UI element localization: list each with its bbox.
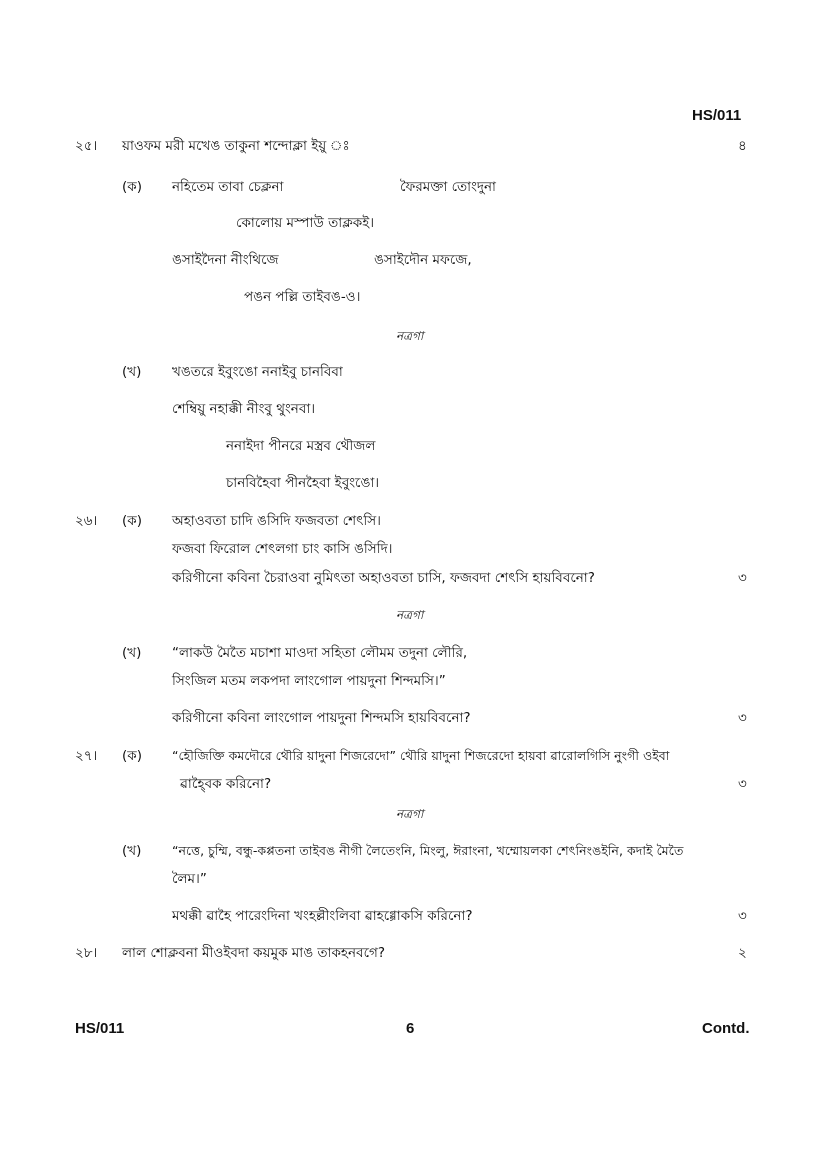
q25-a-line3-left: ঙসাইদৈনা নীংথিজে xyxy=(172,252,279,268)
q26-number: ২৬। xyxy=(75,513,98,529)
q25-a-line2: কোলোয় মস্পাউ তাক্লকই। xyxy=(236,215,375,231)
q25-marks: ৪ xyxy=(738,138,747,154)
q25-b-line4: চানবিহৈবা পীনহৈবা ইবুংঙো। xyxy=(226,475,380,491)
footer-paper-code: HS/011 xyxy=(75,1020,125,1037)
q27-a-line1: “হৌজিক্তি কমদৌরে থৌরি য়াদুনা শিজরেদো” থৌরি য়াদুনা শিজরেদো হায়বা ৱারোলগিসি নুংগী ওইবা xyxy=(172,748,670,763)
q26-a-line2: ফজবা ফিরোল শেৎলগা চাং কাসি ঙসিদি। xyxy=(172,541,393,557)
q27-a-label: (ক) xyxy=(122,748,142,764)
q26-b-line2: সিংজিল মতম লকপদা লাংগোল পায়দুনা শিন্দমসি।” xyxy=(172,673,446,689)
q26-a-line1: অহাওবতা চাদি ঙসিদি ফজবতা শেৎসি। xyxy=(172,513,381,529)
q25-a-line1-left: নহিতেম তাবা চেক্লনা xyxy=(172,179,284,195)
q25-a-line1-right: ফৈরমক্তা তোংদুনা xyxy=(400,179,496,195)
q25-text: য়াওফম মরী মখেঙ তাকুনা শন্দোক্লা ইয়ু ঃ xyxy=(122,138,350,154)
q26-a-label: (ক) xyxy=(122,513,142,529)
q25-b-line1: খঙতরে ইবুংঙো ননাইবু চানবিবা xyxy=(172,364,343,380)
q25-a-label: (ক) xyxy=(122,179,142,195)
q25-b-line3: ননাইদা পীনরে মস্ত্রব থৌজল xyxy=(226,438,376,454)
q26-or-label: নত্রগা xyxy=(396,608,424,622)
q26-b-marks: ৩ xyxy=(738,710,747,726)
q28-text: লাল শোক্লবনা মীওইবদা কয়মুক মাঙ তাকহনবগে? xyxy=(122,945,386,961)
q27-b-marks: ৩ xyxy=(738,908,747,924)
header-paper-code: HS/011 xyxy=(692,107,742,124)
q27-b-question: মথক্কী ৱাহৈ পারেংদিনা খংহল্লীংলিবা ৱাহগ্গোকসি করিনো? xyxy=(172,908,473,924)
q25-or-label: নত্রগা xyxy=(396,329,424,343)
q25-b-line2: শেম্বিয়ু নহাক্কী নীংবু থুংনবা। xyxy=(172,401,316,417)
q25-a-line3-right: ঙসাইদৌন মফজে, xyxy=(374,252,472,268)
q25-number: ২৫। xyxy=(75,138,98,154)
q26-a-question: করিগীনো কবিনা চৈরাওবা নুমিৎতা অহাওবতা চাসি, ফজবদা শেৎসি হায়বিবনো? xyxy=(172,570,595,586)
footer-page-number: 6 xyxy=(406,1020,415,1037)
q26-b-line1: “লাকউ মৈতৈ মচাশা মাওদা সহিতা লৌমম তদুনা লৌরি, xyxy=(172,645,468,661)
footer-contd: Contd. xyxy=(702,1020,750,1037)
q28-number: ২৮। xyxy=(75,945,98,961)
q25-a-line4: পঙন পল্লি তাইবঙ-ও। xyxy=(244,289,361,305)
q28-marks: ২ xyxy=(738,945,747,961)
q27-number: ২৭। xyxy=(75,748,98,764)
q27-b-line1: “নত্তে, চুম্মি, বন্ধু-কপ্পতনা তাইবঙ নীগী লৈতেংনি, মিংলু, ঈরাংনা, খম্মোয়লকা শেৎনিংঙইনি, কদাই মৈতৈ xyxy=(172,843,684,858)
q27-b-line2: লৈম।” xyxy=(172,871,207,887)
q27-b-label: (খ) xyxy=(122,843,142,859)
q27-a-marks: ৩ xyxy=(738,776,747,792)
q26-b-label: (খ) xyxy=(122,645,142,661)
q26-b-question: করিগীনো কবিনা লাংগোল পায়দুনা শিন্দমসি হায়বিবনো? xyxy=(172,710,471,726)
q26-a-marks: ৩ xyxy=(738,570,747,586)
q27-a-line2: ৱাহৈ্বক করিনো? xyxy=(180,776,272,792)
q25-b-label: (খ) xyxy=(122,364,142,380)
q27-or-label: নত্রগা xyxy=(396,807,424,821)
